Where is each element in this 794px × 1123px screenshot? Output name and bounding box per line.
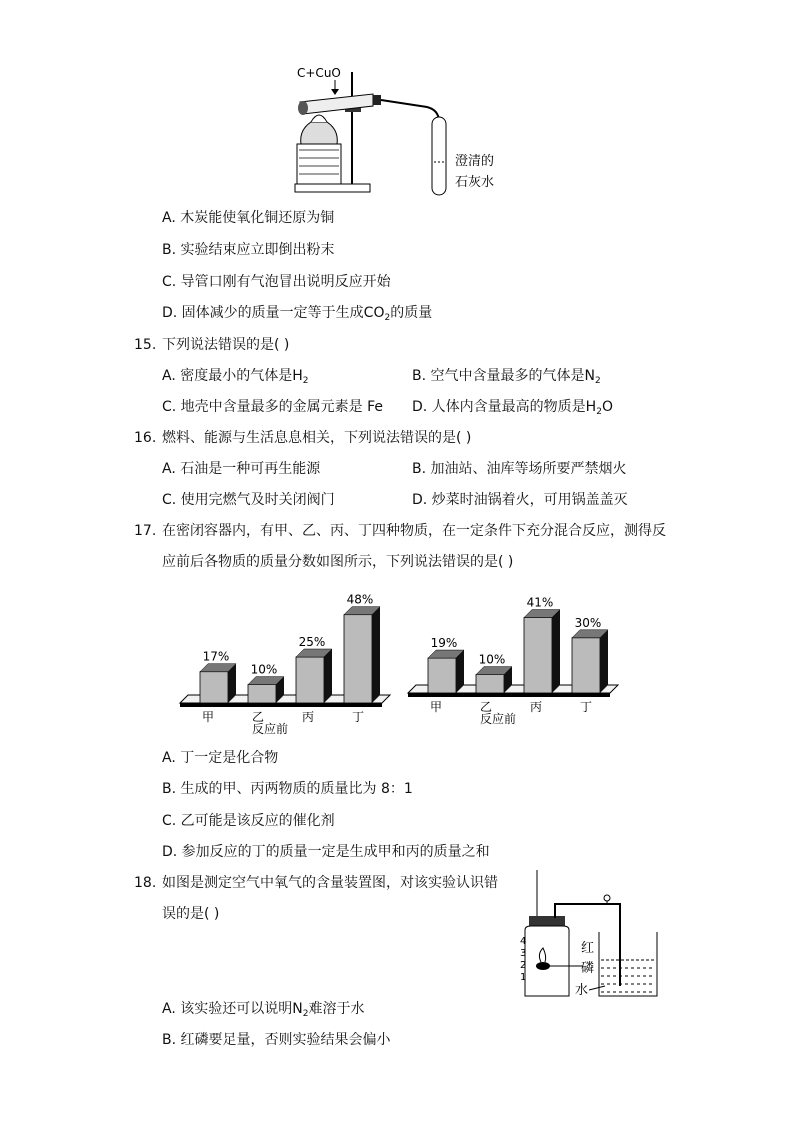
q17-option-b[interactable]: B. 生成的甲、丙两物质的质量比为 8：1	[162, 781, 413, 797]
q18-scale-2: 2	[520, 960, 527, 971]
q17-charts-svg	[180, 592, 620, 740]
q15-stem: 下列说法错误的是( )	[162, 337, 290, 353]
q18-scale-4: 4	[520, 936, 527, 947]
bar-side	[372, 607, 380, 703]
q16-option-c[interactable]: C. 使用完燃气及时关闭阀门	[162, 492, 335, 508]
bar-丙	[296, 657, 324, 703]
q18-stem-line2: 误的是( )	[162, 906, 220, 922]
bar-data-label: 10%	[250, 662, 278, 677]
q14-option-d-subscript: 2	[384, 313, 391, 323]
q16-option-a[interactable]: A. 石油是一种可再生能源	[162, 461, 321, 477]
q16-option-b[interactable]: B. 加油站、油库等场所要严禁烟火	[412, 461, 627, 477]
bar-side	[600, 630, 608, 693]
q16-stem: 燃料、能源与生活息息相关，下列说法错误的是( )	[162, 430, 472, 446]
q15-option-a-subscript: 2	[302, 376, 309, 386]
q18-option-a-suffix: 难溶于水	[308, 1001, 365, 1017]
q17-option-a[interactable]: A. 丁一定是化合物	[162, 750, 279, 766]
q18-option-b[interactable]: B. 红磷要足量，否则实验结果会偏小	[162, 1032, 391, 1048]
q18-apparatus-figure	[515, 868, 665, 1003]
category-label: 乙	[251, 710, 265, 724]
category-label: 乙	[479, 700, 493, 714]
q15-option-c[interactable]: C. 地壳中含量最多的金属元素是 Fe	[162, 399, 384, 415]
q15-number: 15.	[134, 337, 157, 353]
q14-solution-label-1: 澄清的	[455, 154, 495, 169]
q17-stem-line1: 在密闭容器内，有甲、乙、丙、丁四种物质，在一定条件下充分混合反应，测得反	[162, 523, 666, 539]
category-label: 丙	[301, 710, 315, 724]
q18-option-a-text: A. 该实验还可以说明N	[162, 1001, 303, 1017]
q15-option-b-text: B. 空气中含量最多的气体是N	[412, 368, 595, 384]
q18-apparatus-svg	[515, 868, 665, 1003]
q18-label-water: 水	[575, 983, 589, 998]
q15-option-b[interactable]	[412, 367, 601, 390]
category-label: 丙	[529, 700, 543, 714]
bar-side	[552, 610, 560, 693]
bar-data-label: 10%	[478, 652, 506, 667]
q18-option-a-subscript: 2	[302, 1009, 309, 1019]
bar-甲	[200, 672, 228, 703]
q14-apparatus-svg	[285, 62, 515, 202]
q15-option-a-text: A. 密度最小的气体是H	[162, 368, 303, 384]
bar-data-label: 25%	[298, 635, 326, 649]
q15-option-d-text: D. 人体内含量最高的物质是H	[412, 399, 597, 415]
q18-number: 18.	[134, 875, 157, 891]
q14-option-a[interactable]: A. 木炭能使氧化铜还原为铜	[162, 210, 335, 226]
bar-丁	[572, 638, 600, 693]
bar-甲	[428, 658, 456, 693]
q15-option-d[interactable]	[412, 398, 613, 421]
q18-scale-3: 3	[520, 948, 527, 959]
bar-data-label: 41%	[526, 595, 554, 610]
bar-丙	[524, 618, 552, 693]
q14-reactant-label: C+CuO	[297, 66, 341, 80]
q18-option-a[interactable]	[162, 1000, 364, 1023]
q15-option-b-subscript: 2	[594, 376, 601, 386]
q14-option-d-suffix: 的质量	[390, 305, 433, 321]
bar-乙	[248, 685, 276, 703]
q15-option-d-subscript: 2	[596, 407, 602, 417]
bar-side	[324, 649, 332, 703]
bar-data-label: 19%	[430, 636, 458, 651]
q14-option-b[interactable]: B. 实验结束应立即倒出粉末	[162, 242, 335, 258]
q14-apparatus-figure	[285, 62, 515, 202]
chart-xlabel: 反应前	[251, 722, 289, 736]
bar-data-label: 17%	[202, 649, 230, 664]
q16-option-d[interactable]: D. 炒菜时油锅着火，可用锅盖盖灭	[412, 492, 628, 508]
q17-number: 17.	[134, 523, 157, 539]
q17-option-d[interactable]: D. 参加反应的丁的质量一定是生成甲和丙的质量之和	[162, 844, 490, 860]
q14-option-c[interactable]: C. 导管口刚有气泡冒出说明反应开始	[162, 274, 391, 290]
category-label: 甲	[201, 710, 215, 724]
q16-number: 16.	[134, 430, 157, 446]
bar-data-label: 48%	[346, 592, 374, 607]
bar-data-label: 30%	[574, 615, 602, 630]
q15-option-a[interactable]	[162, 367, 309, 390]
q14-option-d-text: D. 固体减少的质量一定等于生成CO	[162, 305, 385, 321]
bar-丁	[344, 615, 372, 703]
q18-scale-1: 1	[520, 972, 527, 983]
chart-floor-edge	[180, 703, 382, 707]
category-label: 丁	[351, 710, 365, 724]
q15-option-d-suffix: O	[601, 399, 613, 415]
bar-乙	[476, 675, 504, 693]
q18-stem-line1: 如图是测定空气中氧气的含量装置图，对该实验认识错	[162, 875, 498, 891]
q18-label-red: 红	[581, 941, 595, 956]
q17-bar-charts	[180, 592, 620, 740]
chart-xlabel: 反应前	[479, 712, 517, 726]
q18-label-phosphorus: 磷	[581, 961, 595, 976]
q14-solution-label-2: 石灰水	[455, 175, 495, 190]
category-label: 甲	[429, 700, 443, 714]
q14-option-d[interactable]	[162, 304, 432, 327]
category-label: 丁	[579, 700, 593, 714]
q17-stem-line2: 应前后各物质的质量分数如图所示，下列说法错误的是( )	[162, 554, 514, 570]
q17-option-c[interactable]: C. 乙可能是该反应的催化剂	[162, 813, 335, 829]
chart-floor-edge	[408, 693, 610, 697]
